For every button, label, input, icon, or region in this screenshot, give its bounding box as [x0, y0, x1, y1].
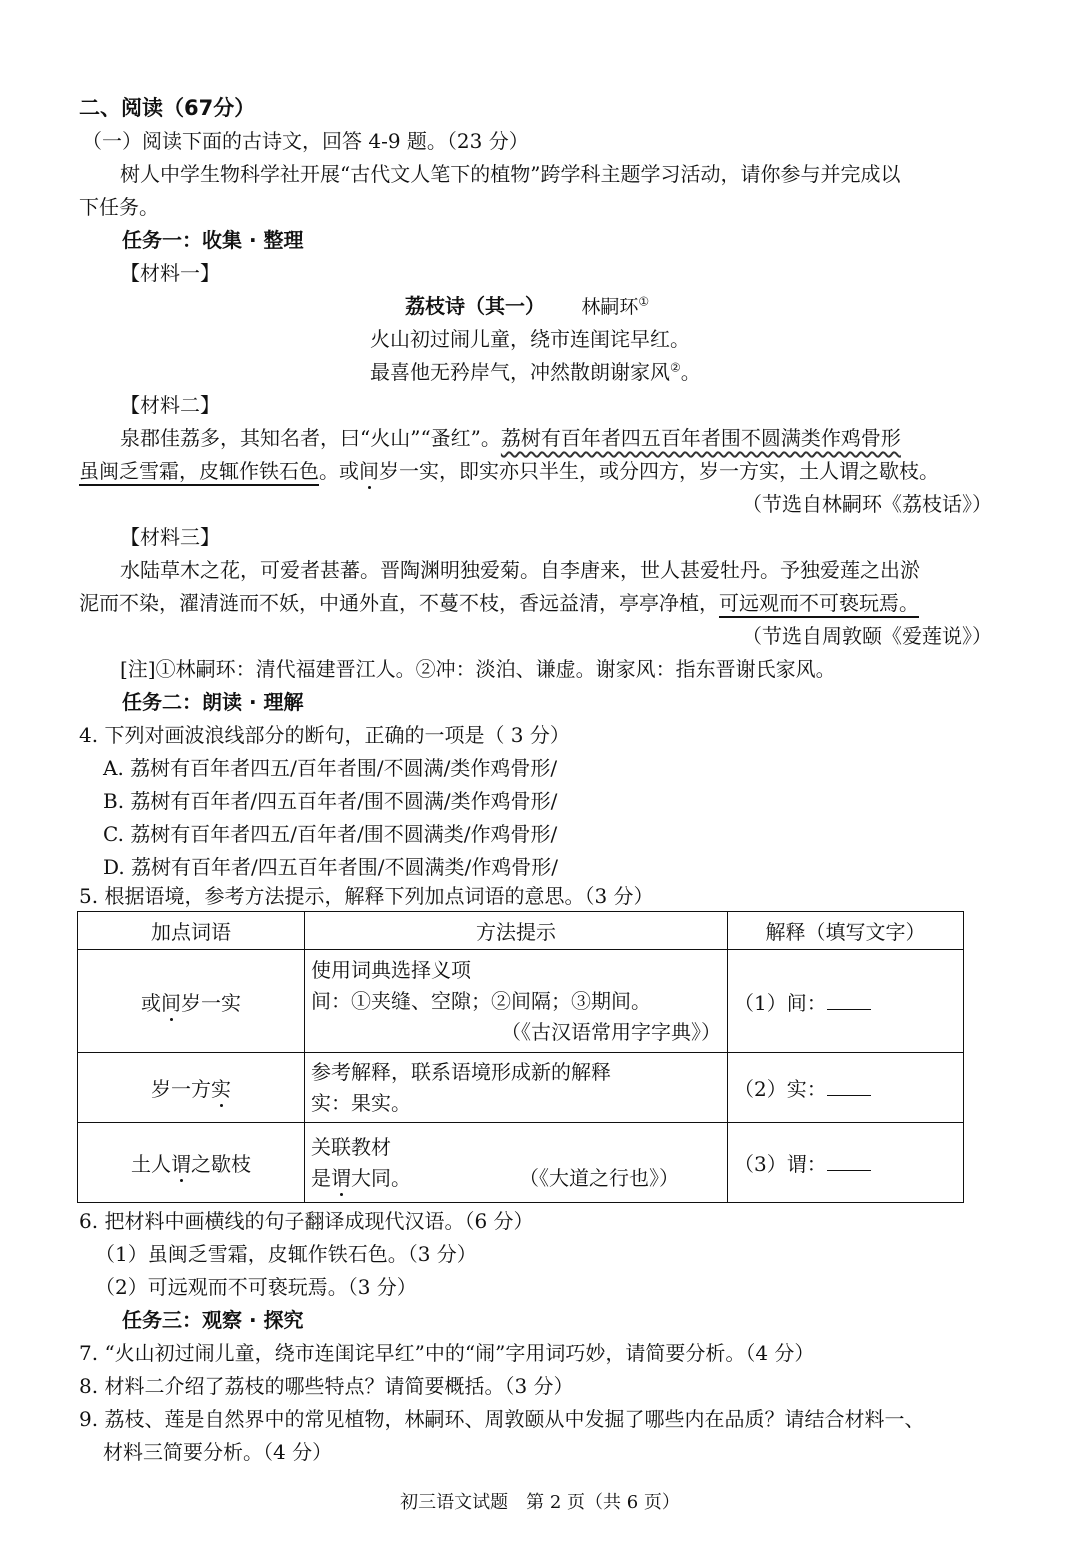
q5-row-3-answer[interactable]: （3）谓：: [728, 1123, 964, 1203]
q5-header-row: [78, 912, 964, 950]
q5-stem: 5. 根据语境，参考方法提示，解释下列加点词语的意思。（3 分）: [79, 884, 654, 908]
q5-row-2-hint: 参考解释，联系语境形成新的解释 实：果实。: [305, 1053, 728, 1123]
dotted-word: 谓: [171, 1152, 191, 1176]
intro-line-1: 树人中学生物科学社开展“古代文人笔下的植物”跨学科主题学习活动，请你参与并完成以: [120, 162, 901, 186]
q5-header-answer: 解释（填写文字）: [728, 912, 964, 950]
q5-row-2: [78, 1053, 964, 1123]
poem-line-2: [370, 360, 701, 384]
wavy-underline-sentence: 荔树有百年者四五百年者围不圆满类作鸡骨形: [500, 426, 901, 450]
note-marker-1: ①: [638, 294, 650, 309]
answer-blank[interactable]: [827, 991, 871, 1010]
q6-sub-2: （2）可远观而不可亵玩焉。（3 分）: [95, 1275, 417, 1299]
q5-row-1-hint: 使用词典选择义项 间：①夹缝、空隙；②间隔；③期间。 （《古汉语常用字字典》）: [305, 950, 728, 1053]
poem-title-line: [405, 294, 649, 319]
material1-label: 【材料一】: [120, 261, 220, 285]
material2-line-1-text: 泉郡佳荔多，其知名者，曰“火山”“蚤红”。: [120, 426, 501, 450]
material2-label: 【材料二】: [120, 393, 220, 417]
underlined-sentence-2: 可远观而不可亵玩焉。: [719, 591, 919, 615]
material3-line-2: [79, 591, 919, 615]
material2-line-2-rest: 岁一实，即实亦只半生，或分四方，岁一方实，土人谓之歇枝。: [379, 459, 939, 483]
poem-title: 荔枝诗（其一）: [405, 294, 545, 318]
poem-line-2-end: 。: [680, 360, 701, 384]
q5-row-3-word: 土人谓之歇枝: [78, 1123, 305, 1203]
dotted-word: 谓: [331, 1165, 351, 1190]
q4-option-d: D. 荔树有百年者/四五百年者围/不圆满类/作鸡骨形/: [103, 855, 558, 879]
sub-title: （一）阅读下面的古诗文，回答 4-9 题。（23 分）: [82, 129, 529, 153]
q5-header-hint: 方法提示: [305, 912, 728, 950]
q5-row-1-word: 或间岁一实: [78, 950, 305, 1053]
poem-line-1: 火山初过闹儿童，绕市连闺诧早红。: [370, 327, 690, 351]
q6-sub-1: （1）虽闽乏雪霜，皮辄作铁石色。（3 分）: [95, 1242, 477, 1266]
q5-row-3: [78, 1123, 964, 1203]
q4-stem: 4. 下列对画波浪线部分的断句，正确的一项是（ 3 分）: [79, 723, 570, 747]
q9-line-2: 材料三简要分析。（4 分）: [103, 1440, 333, 1464]
note-marker-2: ②: [670, 360, 681, 375]
q6-stem: 6. 把材料中画横线的句子翻译成现代汉语。（6 分）: [79, 1209, 534, 1233]
material2-line-2-mid: 。或: [319, 459, 359, 483]
q4-option-a: A. 荔树有百年者四五/百年者围/不圆满/类作鸡骨形/: [103, 756, 558, 780]
dotted-word: 实: [211, 1077, 231, 1101]
q5-table: [77, 911, 964, 1203]
task3-heading: 任务三：观察 · 探究: [122, 1308, 304, 1332]
page-footer: 初三语文试题 第 2 页（共 6 页）: [400, 1492, 680, 1513]
poem-author: 林嗣环: [581, 296, 639, 318]
answer-blank[interactable]: [827, 1152, 871, 1171]
task1-heading: 任务一：收集 · 整理: [122, 228, 304, 252]
q5-row-1: [78, 950, 964, 1053]
q5-row-2-answer[interactable]: （2）实：: [728, 1053, 964, 1123]
material3-label: 【材料三】: [120, 525, 220, 549]
underlined-sentence-1: 虽闽乏雪霜，皮辄作铁石色: [79, 459, 319, 483]
q5-row-1-answer[interactable]: （1）间：: [728, 950, 964, 1053]
q5-header-word: 加点词语: [78, 912, 305, 950]
q4-option-b: B. 荔树有百年者/四五百年者/围不圆满/类作鸡骨形/: [103, 789, 558, 813]
material2-source: （节选自林嗣环《荔枝话》）: [742, 492, 992, 516]
material2-line-1: [120, 426, 901, 450]
q7: 7. “火山初过闹儿童，绕市连闺诧早红”中的“闹”字用词巧妙，请简要分析。（4 分）: [79, 1341, 815, 1365]
dotted-word: 间: [161, 990, 181, 1015]
material3-source: （节选自周敦颐《爱莲说》）: [742, 624, 992, 648]
q8: 8. 材料二介绍了荔枝的哪些特点？请简要概括。（3 分）: [79, 1374, 574, 1398]
q9-line-1: 9. 荔枝、莲是自然界中的常见植物，林嗣环、周敦颐从中发掘了哪些内在品质？请结合材料一、: [79, 1407, 925, 1431]
section-title: 二、阅读（67分）: [79, 96, 256, 120]
material3-line-2-text: 泥而不染，濯清涟而不妖，中通外直，不蔓不枝，香远益清，亭亭净植，: [79, 591, 719, 615]
material2-line-2: [79, 459, 939, 483]
task2-heading: 任务二：朗读 · 理解: [122, 690, 304, 714]
q5-row-3-hint: 关联教材 是谓大同。 （《大道之行也》）: [305, 1123, 728, 1203]
q4-option-c: C. 荔树有百年者四五/百年者/围不圆满类/作鸡骨形/: [103, 822, 558, 846]
intro-line-2: 下任务。: [79, 195, 159, 219]
answer-blank[interactable]: [827, 1077, 871, 1096]
material3-line-1: 水陆草木之花，可爱者甚蕃。晋陶渊明独爱菊。自李唐来，世人甚爱牡丹。予独爱莲之出淤: [120, 558, 920, 582]
dotted-word-jian: 间: [359, 459, 379, 483]
annotation-note: [注]①林嗣环：清代福建晋江人。②冲：淡泊、谦虚。谢家风：指东晋谢氏家风。: [120, 657, 836, 681]
q5-row-2-word: 岁一方实: [78, 1053, 305, 1123]
poem-line-2-text: 最喜他无矜岸气，冲然散朗谢家风: [370, 360, 670, 384]
